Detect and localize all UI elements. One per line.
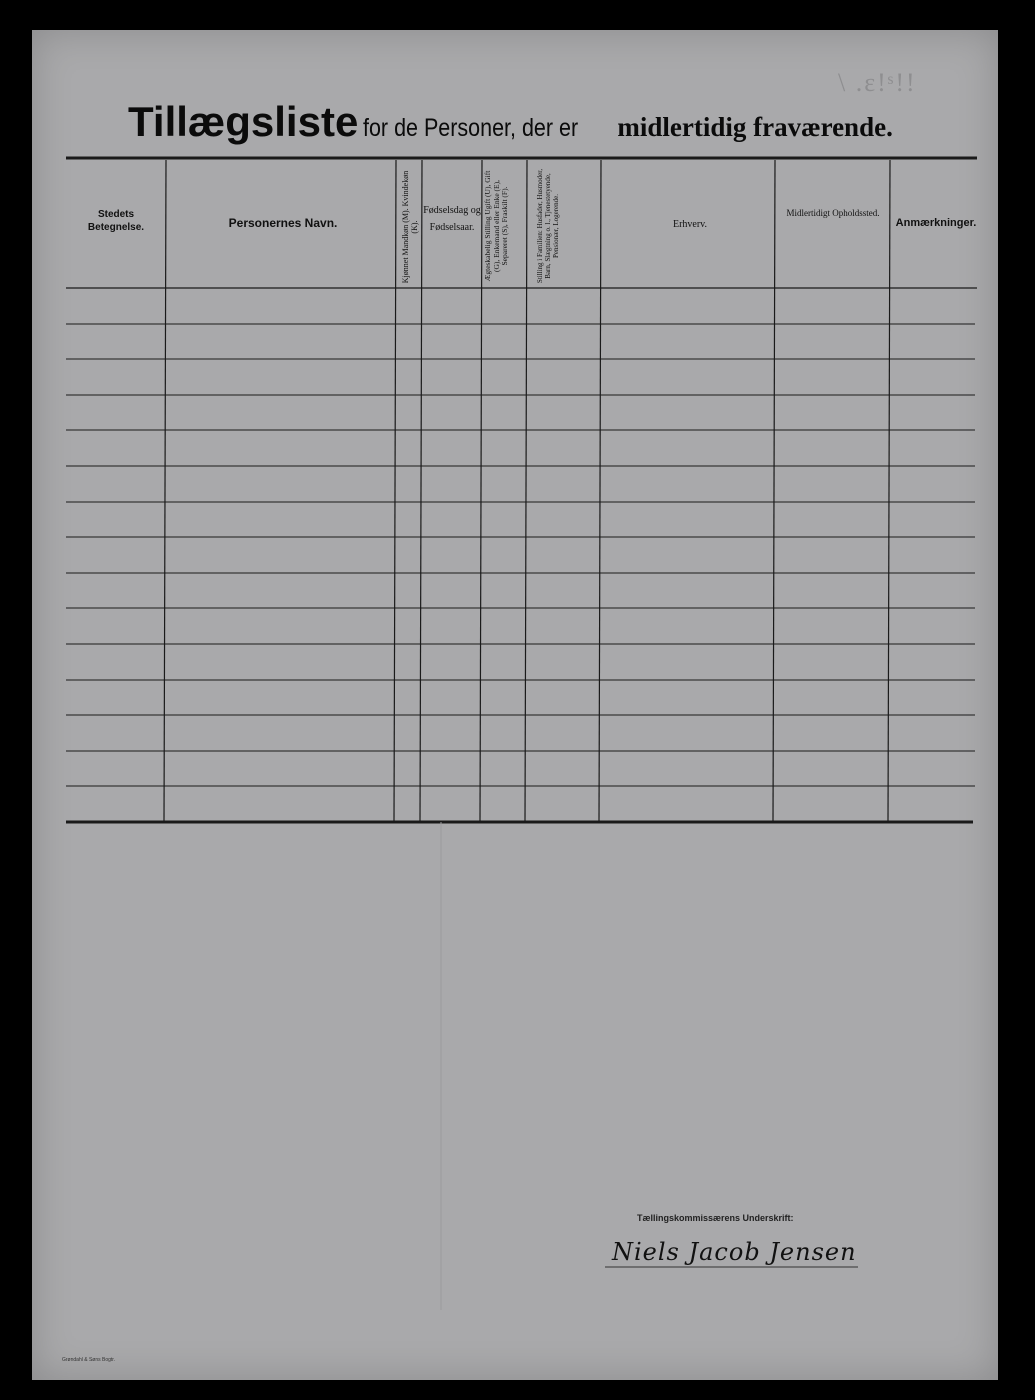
signature-label: Tællingskommissærens Underskrift:: [637, 1213, 794, 1223]
title-part2: midlertidig fraværende.: [617, 112, 893, 142]
signature-handwriting: Niels Jacob Jensen: [612, 1238, 857, 1266]
title-main: Tillægsliste: [128, 98, 359, 145]
header-anmaerkninger: Anmærkninger.: [895, 217, 977, 229]
header-navn: Personernes Navn.: [228, 216, 338, 230]
header-stedets: Stedets Betegnelse.: [87, 209, 145, 233]
header-erhverv: Erhverv.: [672, 219, 708, 230]
printer-imprint: Grøndahl & Søns Bogtr.: [62, 1357, 116, 1363]
title-part1: for de Personer, der er: [362, 114, 578, 142]
header-aegteskab: Ægteskabelig Stilling Ugift (U), Gift (G), Enkemand eller Enke (E), Separeret (S), Fraskilt (F).: [483, 170, 510, 282]
archive-pencil-note: \ .ɛ!ˢ!!: [838, 68, 917, 97]
header-opholdssted: Midlertidigt Opholdssted.: [786, 208, 880, 218]
header-familie: Stilling i Familien: Husfader, Husmoder, Barn, Slægtning o. l., Tjenestetyende, Pensionær, Logerende.: [536, 168, 561, 284]
header-fodsel: Fødselsdag og Fødselsaar.: [423, 205, 481, 233]
header-kjonnet: Kjønnet Mandkøn (M). Kvindekøn (K).: [401, 170, 420, 284]
